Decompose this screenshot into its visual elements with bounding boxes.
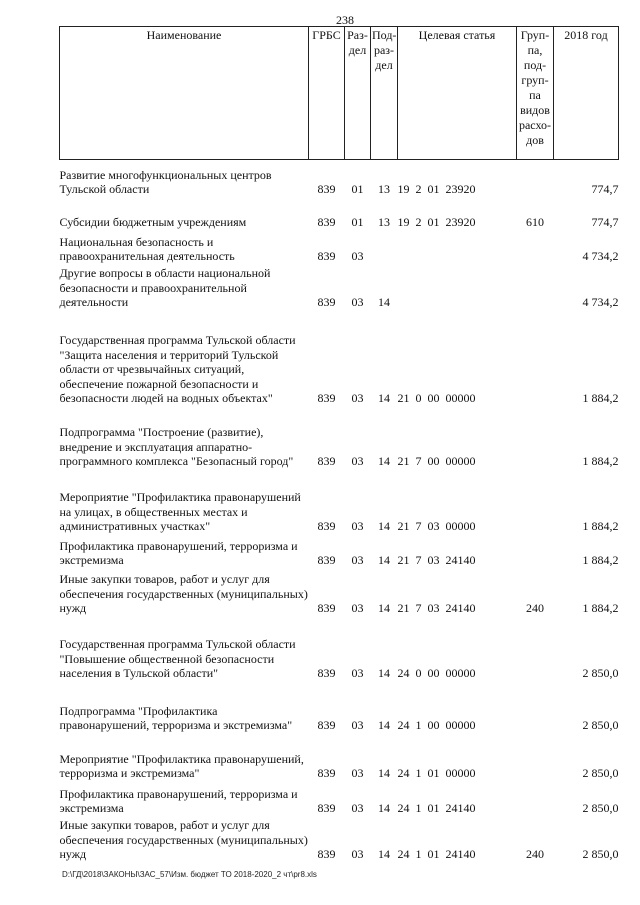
cell-podrazdel: 14 xyxy=(378,391,390,406)
cell-name: Другие вопросы в области национальной безопасности и правоохранительной деятельности xyxy=(59,266,271,310)
cell-expense-group xyxy=(517,733,554,781)
cell-name: Иные закупки товаров, работ и услуг для обеспечения государственных (муниципальных) нужд xyxy=(59,572,308,616)
cell-razdel: 03 xyxy=(351,801,364,816)
table-row xyxy=(60,616,619,681)
cell-grbs: 839 xyxy=(317,718,336,733)
cell-target-article: 24 1 00 00000 xyxy=(397,718,476,733)
cell-target-article xyxy=(398,230,517,264)
cell-podrazdel: 14 xyxy=(378,454,390,469)
cell-podrazdel: 14 xyxy=(378,601,390,616)
cell-razdel: 03 xyxy=(351,766,364,781)
header-razdel: Раз- дел xyxy=(345,27,371,160)
cell-name: Развитие многофункциональных центров Тульской области xyxy=(59,167,272,197)
cell-name: Профилактика правонарушений, терроризма и экстремизма xyxy=(59,786,298,816)
table-row xyxy=(60,469,619,534)
cell-podrazdel: 14 xyxy=(378,847,390,862)
cell-amount: 774,7 xyxy=(591,182,619,197)
cell-expense-group xyxy=(517,469,554,534)
cell-name: Профилактика правонарушений, терроризма и экстремизма xyxy=(59,538,298,568)
cell-grbs: 839 xyxy=(317,295,336,310)
cell-grbs: 839 xyxy=(317,553,336,568)
table-row xyxy=(60,534,619,568)
table-row xyxy=(60,160,619,198)
header-grbs: ГРБС xyxy=(309,27,345,160)
table-row xyxy=(60,681,619,733)
cell-expense-group xyxy=(517,534,554,568)
cell-name: Мероприятие "Профилактика правонарушений, терроризма и экстремизма" xyxy=(59,751,304,781)
cell-grbs: 839 xyxy=(317,249,336,264)
cell-podrazdel: 14 xyxy=(378,553,390,568)
cell-grbs: 839 xyxy=(317,801,336,816)
cell-name: Подпрограмма "Построение (развитие), внедрение и эксплуатация аппаратно-программного комплекса "Безопасный город" xyxy=(59,425,294,469)
cell-expense-group xyxy=(517,406,554,469)
cell-amount: 2 850,0 xyxy=(582,666,619,681)
table-row xyxy=(60,816,619,862)
cell-name: Подпрограмма "Профилактика правонарушений, терроризма и экстремизма" xyxy=(59,703,293,733)
header-podrazdel: Под- раз- дел xyxy=(371,27,398,160)
cell-podrazdel: 14 xyxy=(378,666,390,681)
cell-amount: 1 884,2 xyxy=(582,601,619,616)
cell-expense-group xyxy=(517,264,554,310)
cell-razdel: 03 xyxy=(351,295,364,310)
cell-target-article: 21 7 03 24140 xyxy=(397,553,476,568)
budget-table xyxy=(59,26,619,862)
cell-target-article xyxy=(398,264,517,310)
cell-grbs: 839 xyxy=(317,215,336,230)
page-number: 238 xyxy=(336,13,354,27)
cell-expense-group: 240 xyxy=(526,601,544,616)
cell-razdel: 03 xyxy=(351,847,364,862)
cell-amount: 2 850,0 xyxy=(582,801,619,816)
header-expense-group: Груп- па, под- груп- па видов расхо- дов xyxy=(517,27,554,160)
cell-expense-group: 610 xyxy=(526,215,544,230)
cell-razdel: 03 xyxy=(351,249,364,264)
cell-razdel: 03 xyxy=(351,601,364,616)
cell-amount: 2 850,0 xyxy=(582,847,619,862)
cell-amount: 1 884,2 xyxy=(582,454,619,469)
cell-amount: 2 850,0 xyxy=(582,718,619,733)
cell-target-article: 21 7 00 00000 xyxy=(397,454,476,469)
cell-target-article: 21 7 03 00000 xyxy=(397,519,476,534)
table-row xyxy=(60,197,619,230)
cell-expense-group xyxy=(517,681,554,733)
cell-grbs: 839 xyxy=(317,847,336,862)
cell-expense-group xyxy=(517,230,554,264)
table-row xyxy=(60,230,619,264)
cell-grbs: 839 xyxy=(317,766,336,781)
table-body xyxy=(60,160,619,863)
table-row xyxy=(60,568,619,616)
cell-name: Государственная программа Тульской области "Защита населения и территорий Тульской области от чрезвычайных ситуаций, обеспечение пожарной безопасности и безопасности людей на водных объектах" xyxy=(59,333,296,406)
cell-grbs: 839 xyxy=(317,519,336,534)
cell-grbs: 839 xyxy=(317,601,336,616)
cell-name: Иные закупки товаров, работ и услуг для обеспечения государственных (муниципальных) нужд xyxy=(59,818,308,862)
cell-target-article: 21 7 03 24140 xyxy=(397,601,476,616)
cell-amount: 2 850,0 xyxy=(582,766,619,781)
cell-razdel: 03 xyxy=(351,519,364,534)
cell-target-article: 24 1 01 00000 xyxy=(397,766,476,781)
cell-expense-group xyxy=(517,160,554,198)
cell-podrazdel xyxy=(371,230,398,264)
cell-target-article: 21 0 00 00000 xyxy=(397,391,476,406)
cell-target-article: 19 2 01 23920 xyxy=(397,215,476,230)
cell-grbs: 839 xyxy=(317,182,336,197)
header-row xyxy=(60,27,619,160)
cell-razdel: 03 xyxy=(351,718,364,733)
cell-razdel: 03 xyxy=(351,454,364,469)
cell-amount: 774,7 xyxy=(591,215,619,230)
cell-amount: 4 734,2 xyxy=(582,249,619,264)
cell-podrazdel: 14 xyxy=(378,295,390,310)
cell-target-article: 19 2 01 23920 xyxy=(397,182,476,197)
cell-expense-group xyxy=(517,310,554,406)
cell-razdel: 01 xyxy=(351,182,364,197)
cell-podrazdel: 13 xyxy=(378,182,390,197)
cell-razdel: 03 xyxy=(351,553,364,568)
cell-podrazdel: 14 xyxy=(378,718,390,733)
cell-podrazdel: 14 xyxy=(378,766,390,781)
cell-name: Мероприятие "Профилактика правонарушений на улицах, в общественных местах и административных участках" xyxy=(59,490,301,534)
table-row xyxy=(60,310,619,406)
cell-amount: 1 884,2 xyxy=(582,519,619,534)
cell-podrazdel: 14 xyxy=(378,519,390,534)
cell-razdel: 03 xyxy=(351,391,364,406)
cell-podrazdel: 14 xyxy=(378,801,390,816)
header-year: 2018 год xyxy=(554,27,619,160)
cell-grbs: 839 xyxy=(317,454,336,469)
cell-expense-group xyxy=(517,781,554,816)
table-row xyxy=(60,406,619,469)
cell-grbs: 839 xyxy=(317,391,336,406)
cell-grbs: 839 xyxy=(317,666,336,681)
cell-target-article: 24 0 00 00000 xyxy=(397,666,476,681)
cell-razdel: 03 xyxy=(351,666,364,681)
cell-amount: 1 884,2 xyxy=(582,391,619,406)
table-row xyxy=(60,264,619,310)
cell-name: Национальная безопасность и правоохранительная деятельность xyxy=(59,234,235,264)
header-target-article: Целевая статья xyxy=(398,27,517,160)
cell-podrazdel: 13 xyxy=(378,215,390,230)
file-path-footer: D:\ГД\2018\ЗАКОНЫ\ЗАС_57\Изм. бюджет ТО 2018-2020_2 чт\pr8.xls xyxy=(62,870,317,879)
table-row xyxy=(60,733,619,781)
table-row xyxy=(60,781,619,816)
cell-expense-group xyxy=(517,616,554,681)
cell-target-article: 24 1 01 24140 xyxy=(397,847,476,862)
cell-name: Государственная программа Тульской области "Повышение общественной безопасности населения в Тульской области" xyxy=(59,637,296,681)
cell-razdel: 01 xyxy=(351,215,364,230)
cell-name: Субсидии бюджетным учреждениям xyxy=(59,215,247,230)
cell-amount: 4 734,2 xyxy=(582,295,619,310)
cell-expense-group: 240 xyxy=(526,847,544,862)
header-name: Наименование xyxy=(60,27,309,160)
cell-target-article: 24 1 01 24140 xyxy=(397,801,476,816)
cell-amount: 1 884,2 xyxy=(582,553,619,568)
